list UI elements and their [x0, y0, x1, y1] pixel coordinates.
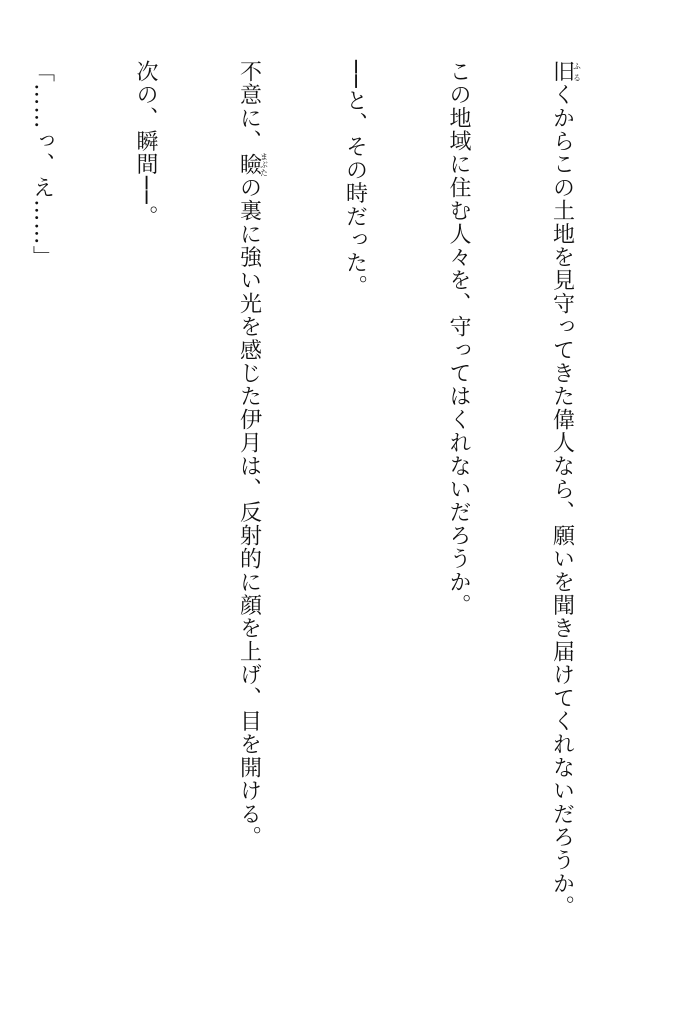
text-line-6: 「……っ、え……」: [29, 60, 55, 269]
text-line-1: 旧ふるくからこの土地を見守ってきた偉人なら、願いを聞き届けてくれないだろうか。: [549, 60, 582, 919]
text-line-3: ──と、その時だった。: [342, 60, 368, 298]
text-line-2: この地域に住む人々を、守ってはくれないだろうか。: [446, 60, 471, 617]
vertical-text-block: [0, 60, 650, 960]
ruby-furu: 旧ふる: [549, 60, 582, 84]
ruby-mabuta: 瞼まぶた: [236, 152, 269, 177]
text-line-4: 不意に、瞼まぶたの裏に強い光を感じた伊月は、反射的に顔を上げ、目を開ける。: [236, 60, 269, 849]
text-line-5: 次の、瞬間──。: [133, 60, 158, 229]
